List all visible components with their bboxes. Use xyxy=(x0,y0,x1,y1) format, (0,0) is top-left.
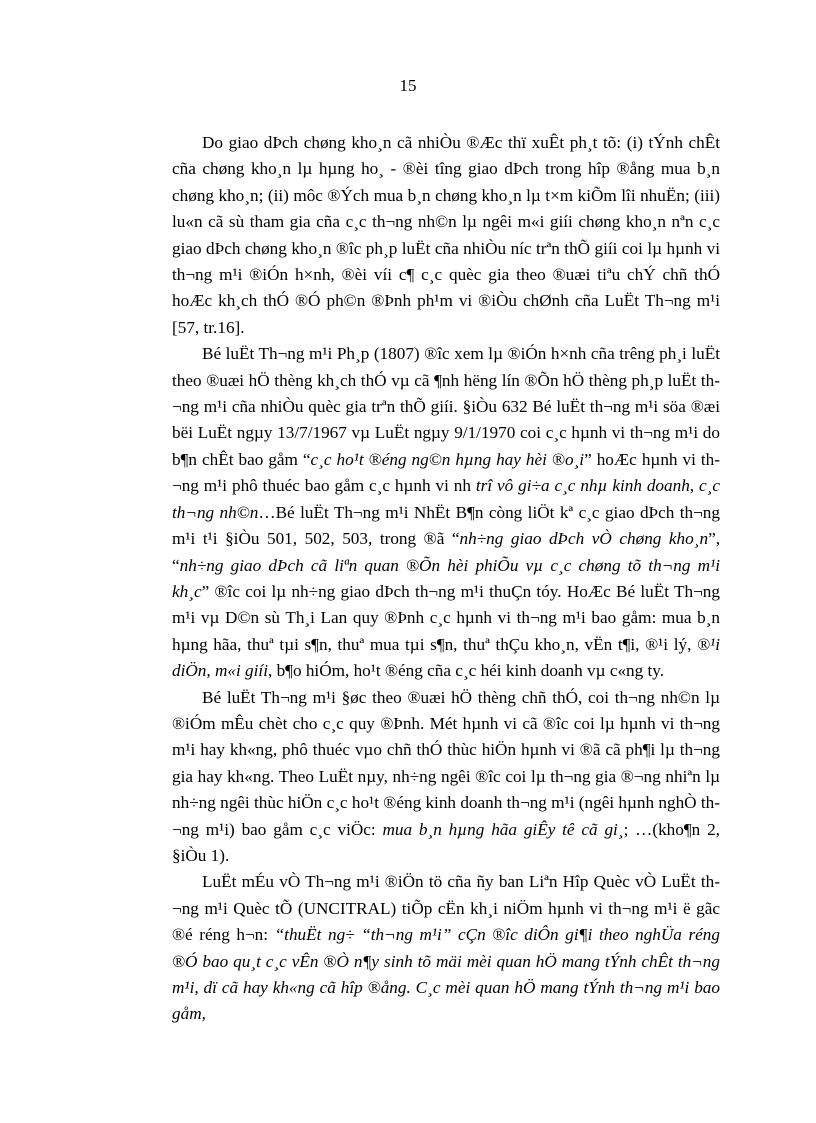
italic-text: nh÷ng giao dÞch vÒ chøng kho¸n xyxy=(459,529,709,549)
italic-text: trî vô gi÷a c¸c nhµ kinh doanh, c¸c th¬ng nh©n xyxy=(172,476,720,522)
text-segment: Bé luËt Th¬ng m¹i §øc theo ®uæi hÖ thèng chñ thÓ, coi th¬ng nh©n lµ ®iÓm mÊu chèt cho c¸c quy ®Þnh. Mét hµnh vi cã ®îc coi lµ hµnh vi th¬ng m¹i hay kh«ng, phô thuéc vµo chñ thÓ thùc hiÖn hµnh vi ®ã cã ph¶i lµ th¬ng gia hay kh«ng. Theo LuËt nµy, nh÷ng ngêi ®îc coi lµ th¬ng gia ®¬ng nhiªn lµ nh÷ng ngêi thùc hiÖn c¸c ho¹t ®éng kinh doanh th¬ng m¹i (ngêi hµnh nghÒ th¬ng m¹i) bao gåm c¸c viÖc: xyxy=(172,687,720,839)
text-segment: ” ®îc coi lµ nh÷ng giao dÞch th¬ng m¹i thuÇn tóy. HoÆc Bé luËt Th¬ng m¹i vµ D©n sù Th¸i Lan quy ®Þnh c¸c hµnh vi th¬ng m¹i bao gåm: mua b¸n hµng hãa, thuª tµi s¶n, thuª mua tµi s¶n, thuª thÇu kho¸n, vËn t¶i, ®¹i lý, xyxy=(172,581,720,654)
italic-text: c¸c ho¹t ®éng ng©n hµng hay hèi ®o¸i xyxy=(310,449,585,469)
italic-text: mua b¸n hµng hãa giÊy tê cã gi¸ xyxy=(382,819,624,839)
text-segment: …Bé luËt Th¬ng m¹i NhËt B¶n còng liÖt kª c¸c giao dÞch th¬ng m¹i t¹i §iÒu 501, 502, 503, trong ®ã “ xyxy=(172,502,720,549)
text-segment: , b¶o hiÓm, ho¹t ®éng cña c¸c héi kinh doanh vµ c«ng ty. xyxy=(267,661,665,681)
paragraph xyxy=(172,341,720,684)
text-segment: LuËt mÉu vÒ Th¬ng m¹i ®iÖn tö cña ñy ban Liªn Hîp Quèc vÒ LuËt th¬ng m¹i Quèc tÕ (UNCITRAL) tiÕp cËn kh¸i niÖm hµnh vi th¬ng m¹i ë gãc ®é réng h¬n: xyxy=(172,872,720,945)
paragraph xyxy=(172,685,720,870)
paragraph xyxy=(172,130,720,341)
text-segment: ”, “ xyxy=(172,529,720,575)
italic-text: nh÷ng giao dÞch cã liªn quan ®Õn hèi phiÕu vµ c¸c chøng tõ th¬ng m¹i kh¸c xyxy=(172,555,720,601)
paragraph xyxy=(172,869,720,1027)
body-text xyxy=(172,130,720,1028)
italic-text: “thuËt ng÷ “th¬ng m¹i” cÇn ®îc diÔn gi¶i theo nghÜa réng ®Ó bao qu¸t c¸c vÊn ®Ò n¶y sinh tõ mäi mèi quan hÖ mang tÝnh chÊt th¬ng m¹i, dï cã hay kh«ng cã hîp ®ång. C¸c mèi quan hÖ mang tÝnh th¬ng m¹i bao gåm, xyxy=(172,925,720,1024)
text-segment: Bé luËt Th¬ng m¹i Ph¸p (1807) ®îc xem lµ ®iÓn h×nh cña trêng ph¸i luËt theo ®uæi hÖ thèng kh¸ch thÓ vµ cã ¶nh hëng lín ®Õn hÖ thèng ph¸p luËt th¬ng m¹i cña nhiÒu quèc gia trªn thÕ giíi. §iÒu 632 Bé luËt th¬ng m¹i söa ®æi bëi LuËt ngµy 13/7/1967 vµ LuËt ngµy 9/1/1970 coi c¸c hµnh vi th¬ng m¹i do b¶n chÊt bao gåm “ xyxy=(172,344,720,469)
italic-text: ®¹i diÖn, m«i giíi xyxy=(172,634,720,681)
text-segment: ; …(kho¶n 2, §iÒu 1). xyxy=(172,819,720,865)
text-segment: ” hoÆc hµnh vi th¬ng m¹i phô thuéc bao gåm c¸c hµnh vi nh xyxy=(172,449,720,496)
text-segment: Do giao dÞch chøng kho¸n cã nhiÒu ®Æc thï xuÊt ph¸t tõ: (i) tÝnh chÊt cña chøng kho¸n lµ hµng ho¸ - ®èi tîng giao dÞch trong hîp ®ång mua b¸n chøng kho¸n; (ii) môc ®Ých mua b¸n chøng kho¸n lµ t×m kiÕm lîi nhuËn; (iii) lu«n cã sù tham gia cña c¸c th¬ng nh©n lµ ngêi m«i giíi chøng kho¸n nªn c¸c giao dÞch chøng kho¸n ®îc ph¸p luËt cña nhiÒu níc trªn thÕ giíi coi lµ hµnh vi th¬ng m¹i ®iÓn h×nh, ®èi víi c¶ c¸c quèc gia theo ®uæi tiªu chÝ chñ thÓ hoÆc kh¸ch thÓ ®Ó ph©n ®Þnh ph¹m vi ®iÒu chØnh cña LuËt Th¬ng m¹i [57, tr.16]. xyxy=(172,133,720,337)
page-number: 15 xyxy=(399,76,417,95)
